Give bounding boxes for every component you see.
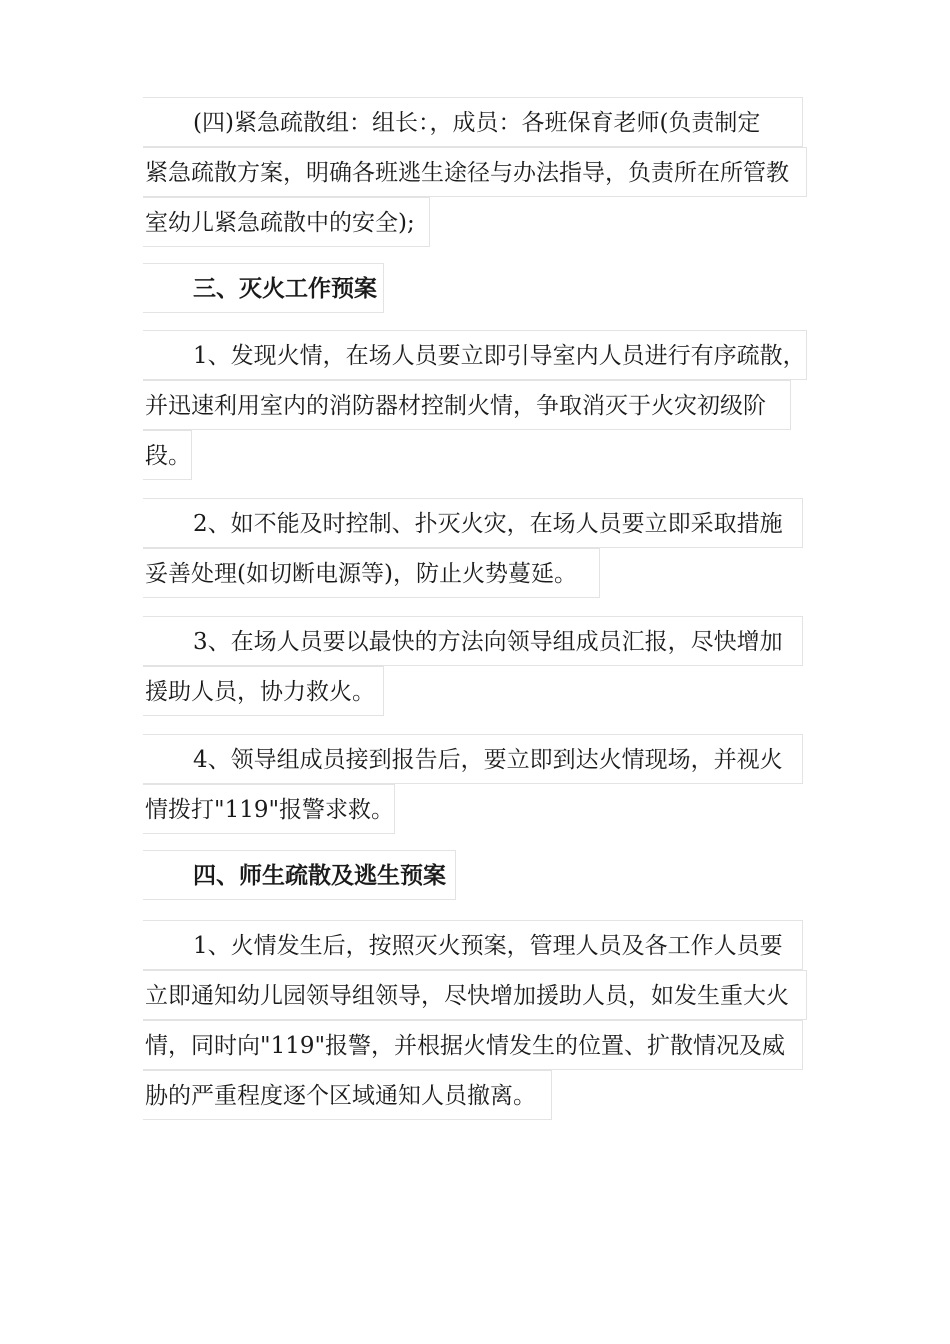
- text-line: 立即通知幼儿园领导组领导，尽快增加援助人员，如发生重大火: [143, 970, 807, 1020]
- text-line: 2、如不能及时控制、扑灭火灾，在场人员要立即采取措施: [143, 498, 803, 548]
- text-line: 妥善处理(如切断电源等)，防止火势蔓延。: [143, 548, 600, 598]
- text-line: 段。: [143, 430, 192, 480]
- paragraph-evacuation-item-1: [143, 920, 807, 1120]
- text-line: 1、发现火情，在场人员要立即引导室内人员进行有序疏散，: [143, 330, 807, 380]
- section-heading: 三、灭火工作预案: [143, 263, 384, 313]
- section-heading-fire-fighting-plan: [143, 263, 384, 313]
- text-line: 援助人员，协力救火。: [143, 666, 384, 716]
- text-line: 胁的严重程度逐个区域通知人员撤离。: [143, 1070, 552, 1120]
- text-line: 1、火情发生后，按照灭火预案，管理人员及各工作人员要: [143, 920, 803, 970]
- paragraph-item-2: [143, 498, 803, 598]
- text-line: 3、在场人员要以最快的方法向领导组成员汇报，尽快增加: [143, 616, 803, 666]
- text-line: (四)紧急疏散组：组长：，成员：各班保育老师(负责制定: [143, 97, 803, 147]
- text-line: 紧急疏散方案，明确各班逃生途径与办法指导，负责所在所管教: [143, 147, 807, 197]
- paragraph-item-1: [143, 330, 807, 480]
- section-heading-evacuation-plan: [143, 850, 456, 900]
- text-line: 情，同时向"119"报警，并根据火情发生的位置、扩散情况及威: [143, 1020, 803, 1070]
- text-line: 并迅速利用室内的消防器材控制火情，争取消灭于火灾初级阶: [143, 380, 791, 430]
- text-line: 情拨打"119"报警求救。: [143, 784, 395, 834]
- text-line: 室幼儿紧急疏散中的安全);: [143, 197, 430, 247]
- paragraph-emergency-evacuation-group: [143, 97, 807, 247]
- text-line: 4、领导组成员接到报告后，要立即到达火情现场，并视火: [143, 734, 803, 784]
- paragraph-item-4: [143, 734, 803, 834]
- section-heading: 四、师生疏散及逃生预案: [143, 850, 456, 900]
- paragraph-item-3: [143, 616, 803, 716]
